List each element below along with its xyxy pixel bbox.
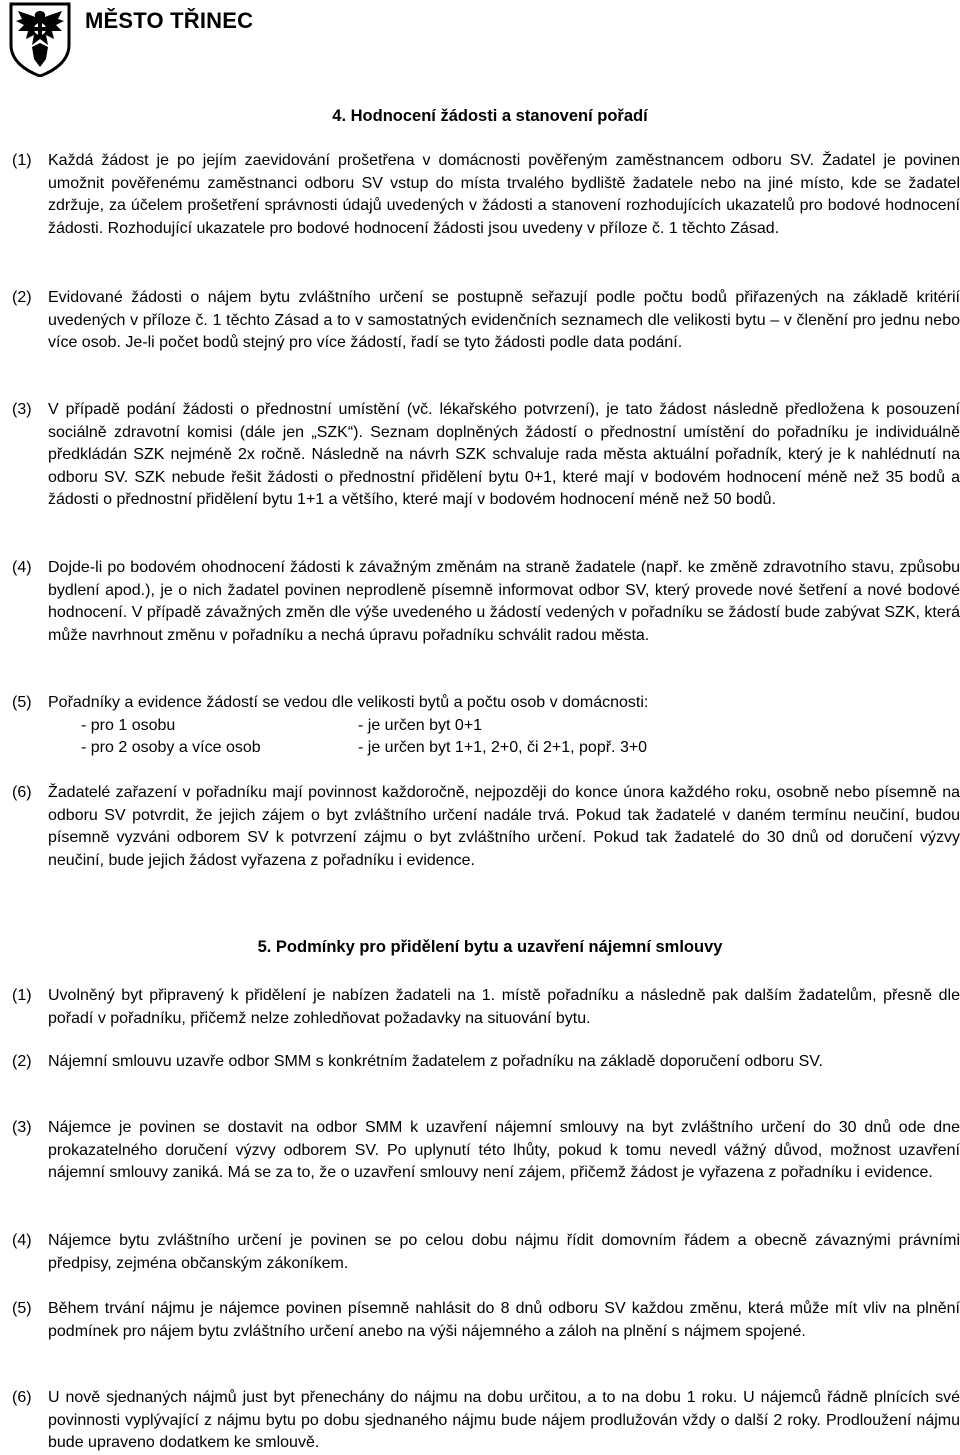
s4-paragraph-2 [12,287,960,355]
paragraph-number: (2) [12,1053,32,1070]
list-item [12,737,960,760]
paragraph-text: U nově sjednaných nájmů just byt přenechány do nájmu na dobu určitou, a to na dobu 1 roku. U nájemců řádně plnících své povinnosti vyplývající z nájmu bytu po dobu sjednaného nájmu bude nájem prodlužován vždy o další 2 roky. Prodloužení nájmu bude upraveno dodatkem ke smlouvě. [48,1389,960,1451]
s5-paragraph-1 [12,985,960,1030]
s5-paragraph-5 [12,1298,960,1343]
paragraph-number: (6) [12,1389,32,1406]
paragraph-text: Nájemce bytu zvláštního určení je povinen se po celou dobu nájmu řídit domovním řádem a obecně závaznými právními předpisy, zejména občanským zákoníkem. [48,1232,960,1272]
city-name: MĚSTO TŘINEC [85,8,254,33]
paragraph-text: Každá žádost je po jejím zaevidování prošetřena v domácnosti pověřeným zaměstnancem odboru SV. Žadatel je povinen umožnit pověřenému zaměstnanci odboru SV vstup do místa trvalého bydliště žadatele nebo na jiné místo, kde se žadatel zdržuje, za účelem prošetření správnosti údajů uvedených v žádosti a stanovení rozhodujících ukazatelů pro bodové hodnocení žádosti. Rozhodující ukazatele pro bodové hodnocení žádosti jsou uvedeny v příloze č. 1 těchto Zásad. [48,152,960,237]
paragraph-text: Během trvání nájmu je nájemce povinen písemně nahlásit do 8 dnů odboru SV každou změnu, která může mít vliv na plnění podmínek pro nájem bytu zvláštního určení anebo na výši nájemného a záloh na plnění s nájmem spojené. [48,1300,960,1340]
paragraph-text: Nájemní smlouvu uzavře odbor SMM s konkrétním žadatelem z pořadníku na základě doporučení odboru SV. [48,1053,823,1070]
s5-paragraph-2 [12,1051,960,1074]
s4-paragraph-4 [12,557,960,647]
paragraph-text: Evidované žádosti o nájem bytu zvláštního určení se postupně seřazují podle počtu bodů přiřazených na základě kritérií uvedených v příloze č. 1 těchto Zásad a to v samostatných evidenčních seznamech dle velikosti bytu – v členění pro jednu nebo více osob. Je-li počet bodů stejný pro více žádostí, řadí se tyto žádosti podle data podání. [48,289,960,351]
list-item-right: - je určen byt 0+1 [358,716,483,734]
s5-paragraph-6 [12,1387,960,1455]
s5-paragraph-4 [12,1230,960,1275]
list-item-left: - pro 1 osobu [81,716,176,734]
paragraph-number: (5) [12,694,32,711]
paragraph-number: (1) [12,152,32,169]
s5-paragraph-3 [12,1117,960,1185]
paragraph-text: Žadatelé zařazení v pořadníku mají povinnost každoročně, nejpozději do konce února každého roku, osobně nebo písemně na odboru SV potvrdit, že jejich zájem o byt zvláštního určení nadále trvá. Pokud tak žadatelé v daném termínu neučiní, budou písemně vyzváni odborem SV k potvrzení zájmu o byt zvláštního určení. Pokud tak žadatelé do 30 dnů od doručení výzvy neučiní, bude jejich žádost vyřazena z pořadníku i evidence. [48,784,960,869]
paragraph-number: (5) [12,1300,32,1317]
paragraph-text: Dojde-li po bodovém ohodnocení žádosti k závažným změnám na straně žadatele (např. ke změně zdravotního stavu, způsobu bydlení apod.), je o nich žadatel povinen neprodleně písemně informovat odbor SV, který provede nové šetření a nové bodové hodnocení. V případě závažných změn dle výše uvedeného u žádostí vedených v pořadníku se žádostí bude zabývat SZK, která může navrhnout změnu v pořadníku a nechá úpravu pořadníku schválit radou města. [48,559,960,644]
section-5-title: 5. Podmínky pro přidělení bytu a uzavření nájemní smlouvy [257,938,723,956]
paragraph-number: (2) [12,289,32,306]
paragraph-text: V případě podání žádosti o přednostní umístění (vč. lékařského potvrzení), je tato žádost následně předložena k posouzení sociálně zdravotní komisi (dále jen „SZK“). Seznam doplněných žádostí o přednostní umístění do pořadníku je individuálně předkládán SZK nejméně 2x ročně. Následně na návrh SZK schvaluje rada města aktuální pořadník, který je k nahlédnutí na odboru SV. SZK nebude řešit žádosti o přednostní přidělení bytu 0+1, které mají v bodovém hodnocení méně než 35 bodů a žádosti o přednostní přidělení bytu 1+1 a většího, které mají v bodovém hodnocení méně než 50 bodů. [48,401,960,508]
list-item-left: - pro 2 osoby a více osob [81,739,261,756]
paragraph-number: (4) [12,1232,32,1249]
paragraph-number: (4) [12,559,32,576]
paragraph-text: Pořadníky a evidence žádostí se vedou dle velikosti bytů a počtu osob v domácnosti: [48,694,649,711]
paragraph-number: (3) [12,401,32,418]
list-item [12,715,960,738]
section-4-title: 4. Hodnocení žádosti a stanovení pořadí [332,107,648,125]
paragraph-number: (3) [12,1119,32,1136]
paragraph-number: (6) [12,784,32,801]
paragraph-text: Nájemce je povinen se dostavit na odbor SMM k uzavření nájemní smlouvy na byt zvláštního určení do 30 dnů ode dne prokazatelného doručení výzvy odborem SV. Po uplynutí této lhůty, pokud k tomu nevedl vážný důvod, možnost uzavření nájemní smlouvy zaniká. Má se za to, že o uzavření smlouvy není zájem, přičemž žádost je vyřazena z pořadníku i evidence. [48,1119,960,1181]
document-header [4,0,604,80]
s4-paragraph-5 [12,692,960,760]
s4-paragraph-6 [12,782,960,872]
s4-paragraph-3 [12,399,960,512]
list-item-right: - je určen byt 1+1, 2+0, či 2+1, popř. 3+0 [358,739,648,756]
s4-paragraph-1 [12,150,960,240]
city-crest-icon [8,1,72,77]
paragraph-text: Uvolněný byt připravený k přidělení je nabízen žadateli na 1. místě pořadníku a následně pak dalším žadatelům, přesně dle pořadí v pořadníku, přičemž nelze zohledňovat požadavky na situování bytu. [48,987,960,1027]
paragraph-number: (1) [12,987,32,1004]
